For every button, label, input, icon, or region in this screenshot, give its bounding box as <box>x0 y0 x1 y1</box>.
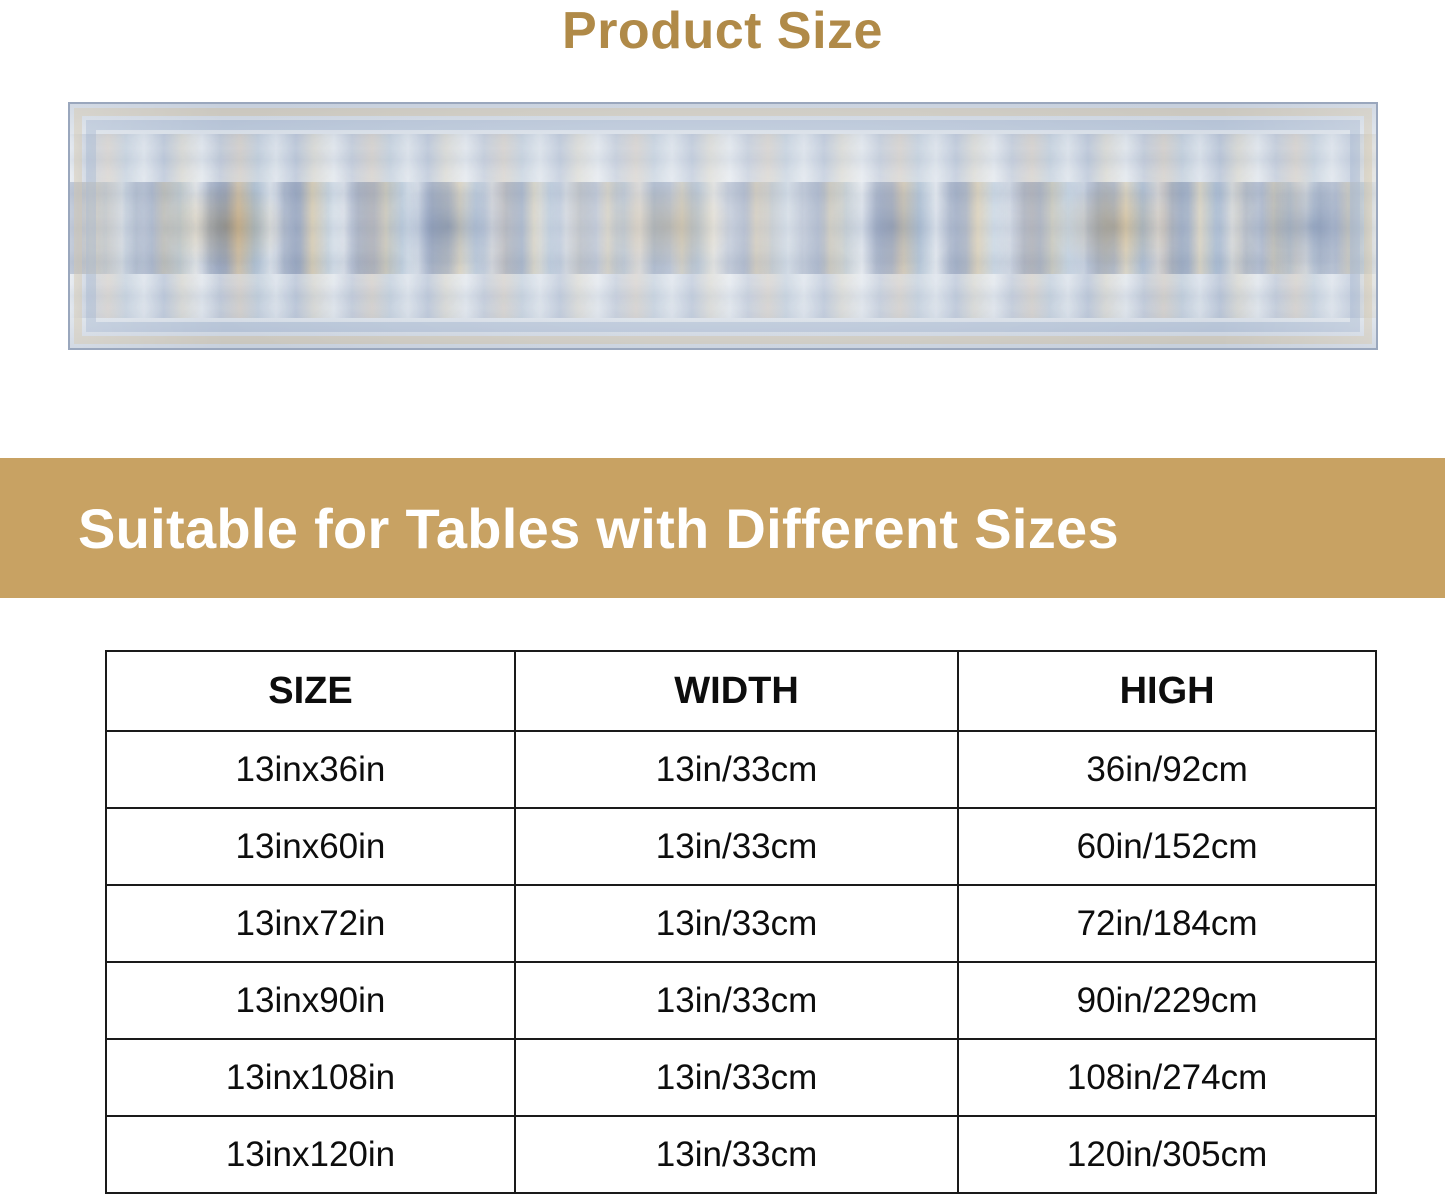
table-row <box>106 885 1376 962</box>
banner-text: Suitable for Tables with Different Sizes <box>78 496 1119 560</box>
cell-size: 13inx72in <box>106 885 515 962</box>
product-image-container <box>68 102 1378 350</box>
cell-width: 13in/33cm <box>515 885 958 962</box>
cell-width: 13in/33cm <box>515 808 958 885</box>
cell-high: 72in/184cm <box>958 885 1376 962</box>
cell-high: 60in/152cm <box>958 808 1376 885</box>
suitable-sizes-banner <box>0 458 1445 598</box>
cell-size: 13inx60in <box>106 808 515 885</box>
cell-high: 36in/92cm <box>958 731 1376 808</box>
table-row <box>106 1116 1376 1193</box>
size-table <box>105 650 1377 1194</box>
table-runner-image <box>68 102 1378 350</box>
table-header-row <box>106 651 1376 731</box>
table-row <box>106 731 1376 808</box>
cell-size: 13inx90in <box>106 962 515 1039</box>
cell-high: 108in/274cm <box>958 1039 1376 1116</box>
size-table-container <box>105 650 1377 1194</box>
cell-width: 13in/33cm <box>515 1116 958 1193</box>
cell-high: 120in/305cm <box>958 1116 1376 1193</box>
page-title: Product Size <box>562 2 883 60</box>
table-row <box>106 962 1376 1039</box>
cell-width: 13in/33cm <box>515 962 958 1039</box>
cell-size: 13inx120in <box>106 1116 515 1193</box>
column-header-high: HIGH <box>958 651 1376 731</box>
cell-width: 13in/33cm <box>515 731 958 808</box>
cell-size: 13inx108in <box>106 1039 515 1116</box>
cell-width: 13in/33cm <box>515 1039 958 1116</box>
column-header-width: WIDTH <box>515 651 958 731</box>
cell-high: 90in/229cm <box>958 962 1376 1039</box>
column-header-size: SIZE <box>106 651 515 731</box>
rug-outer-border <box>74 108 1372 344</box>
table-row <box>106 1039 1376 1116</box>
cell-size: 13inx36in <box>106 731 515 808</box>
table-row <box>106 808 1376 885</box>
